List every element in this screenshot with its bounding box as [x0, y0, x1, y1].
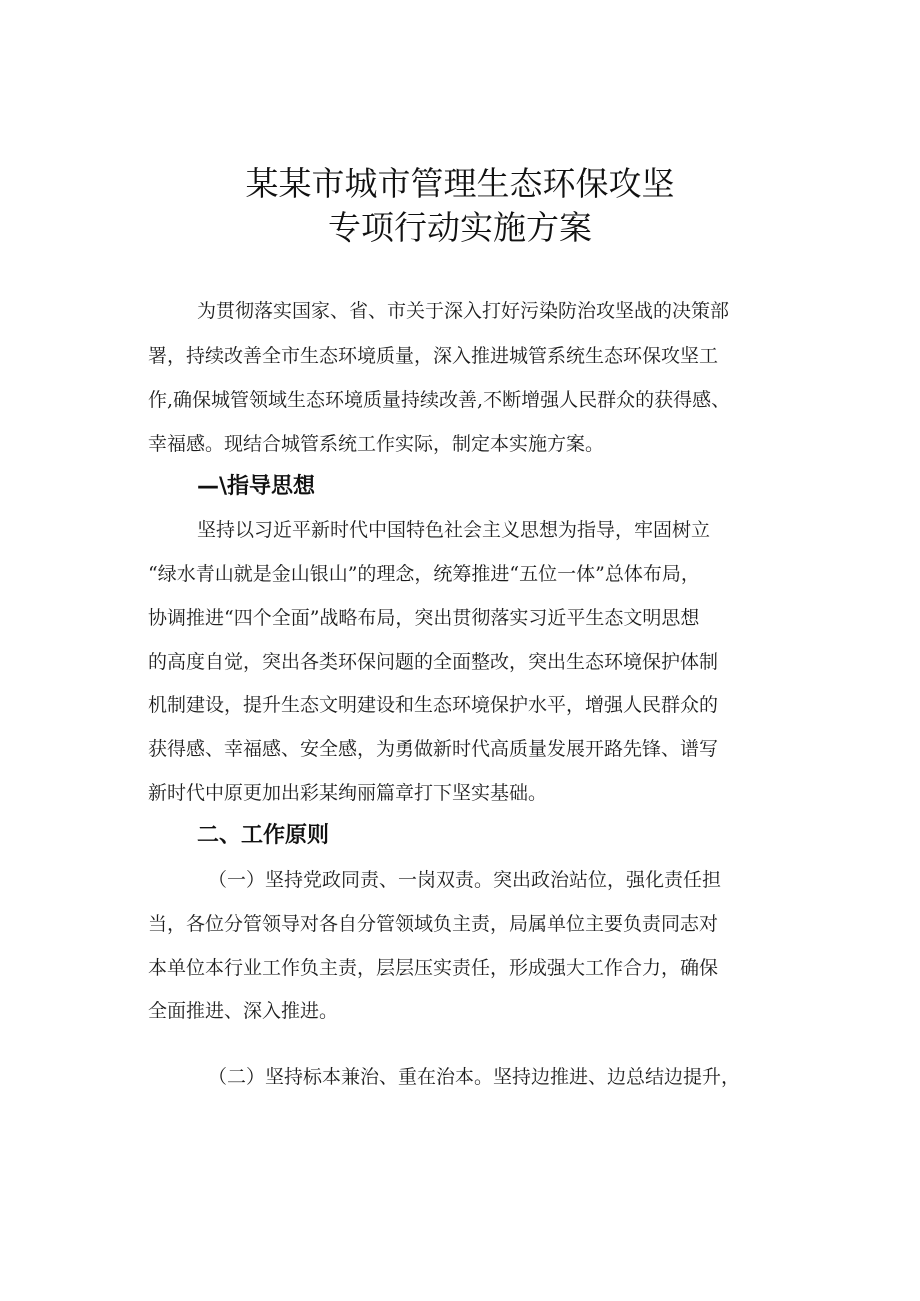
- section2-item1-line-3: 本单位本行业工作负主责，层层压实责任，形成强大工作合力，确保: [148, 957, 719, 979]
- section1-line-4: 的高度自觉，突出各类环保问题的全面整改，突出生态环境保护体制: [148, 651, 719, 673]
- section-heading-work-principles: 二、工作原则: [197, 823, 330, 848]
- section2-item1-line-1: （一）坚持党政同责、一岗双责。突出政治站位，强化责任担: [208, 869, 722, 891]
- section-heading-guiding-thought: —\指导思想: [197, 474, 316, 499]
- section1-line-3: 协调推进“四个全面”战略布局，突出贯彻落实习近平生态文明思想: [148, 607, 700, 629]
- section1-line-7: 新时代中原更加出彩某绚丽篇章打下坚实基础。: [148, 782, 548, 804]
- document-title-line-2: 专项行动实施方案: [328, 208, 592, 247]
- section1-line-6: 获得感、幸福感、安全感，为勇做新时代高质量发展开路先锋、谱写: [148, 738, 719, 760]
- intro-line-4: 幸福感。现结合城管系统工作实际，制定本实施方案。: [148, 433, 605, 455]
- intro-line-1: 为贯彻落实国家、省、市关于深入打好污染防治攻坚战的决策部: [197, 300, 730, 322]
- section2-item1-line-4: 全面推进、深入推进。: [148, 1000, 339, 1022]
- intro-line-2: 署，持续改善全市生态环境质量，深入推进城管系统生态环保攻坚工: [148, 345, 719, 367]
- section2-item1-line-2: 当，各位分管领导对各自分管领域负主责，局属单位主要负责同志对: [148, 913, 719, 935]
- section1-line-5: 机制建设，提升生态文明建设和生态环境保护水平，增强人民群众的: [148, 694, 719, 716]
- section1-line-1: 坚持以习近平新时代中国特色社会主义思想为指导，牢固树立: [197, 519, 711, 541]
- document-title-line-1: 某某市城市管理生态环保攻坚: [245, 164, 675, 203]
- section2-item2-line-1: （二）坚持标本兼治、重在治本。坚持边推进、边总结边提升，: [208, 1066, 741, 1088]
- section1-line-2: “绿水青山就是金山银山”的理念，统筹推进“五位一体”总体布局，: [148, 563, 700, 585]
- intro-line-3: 作,确保城管领域生态环境质量持续改善,不断增强人民群众的获得感、: [148, 389, 731, 411]
